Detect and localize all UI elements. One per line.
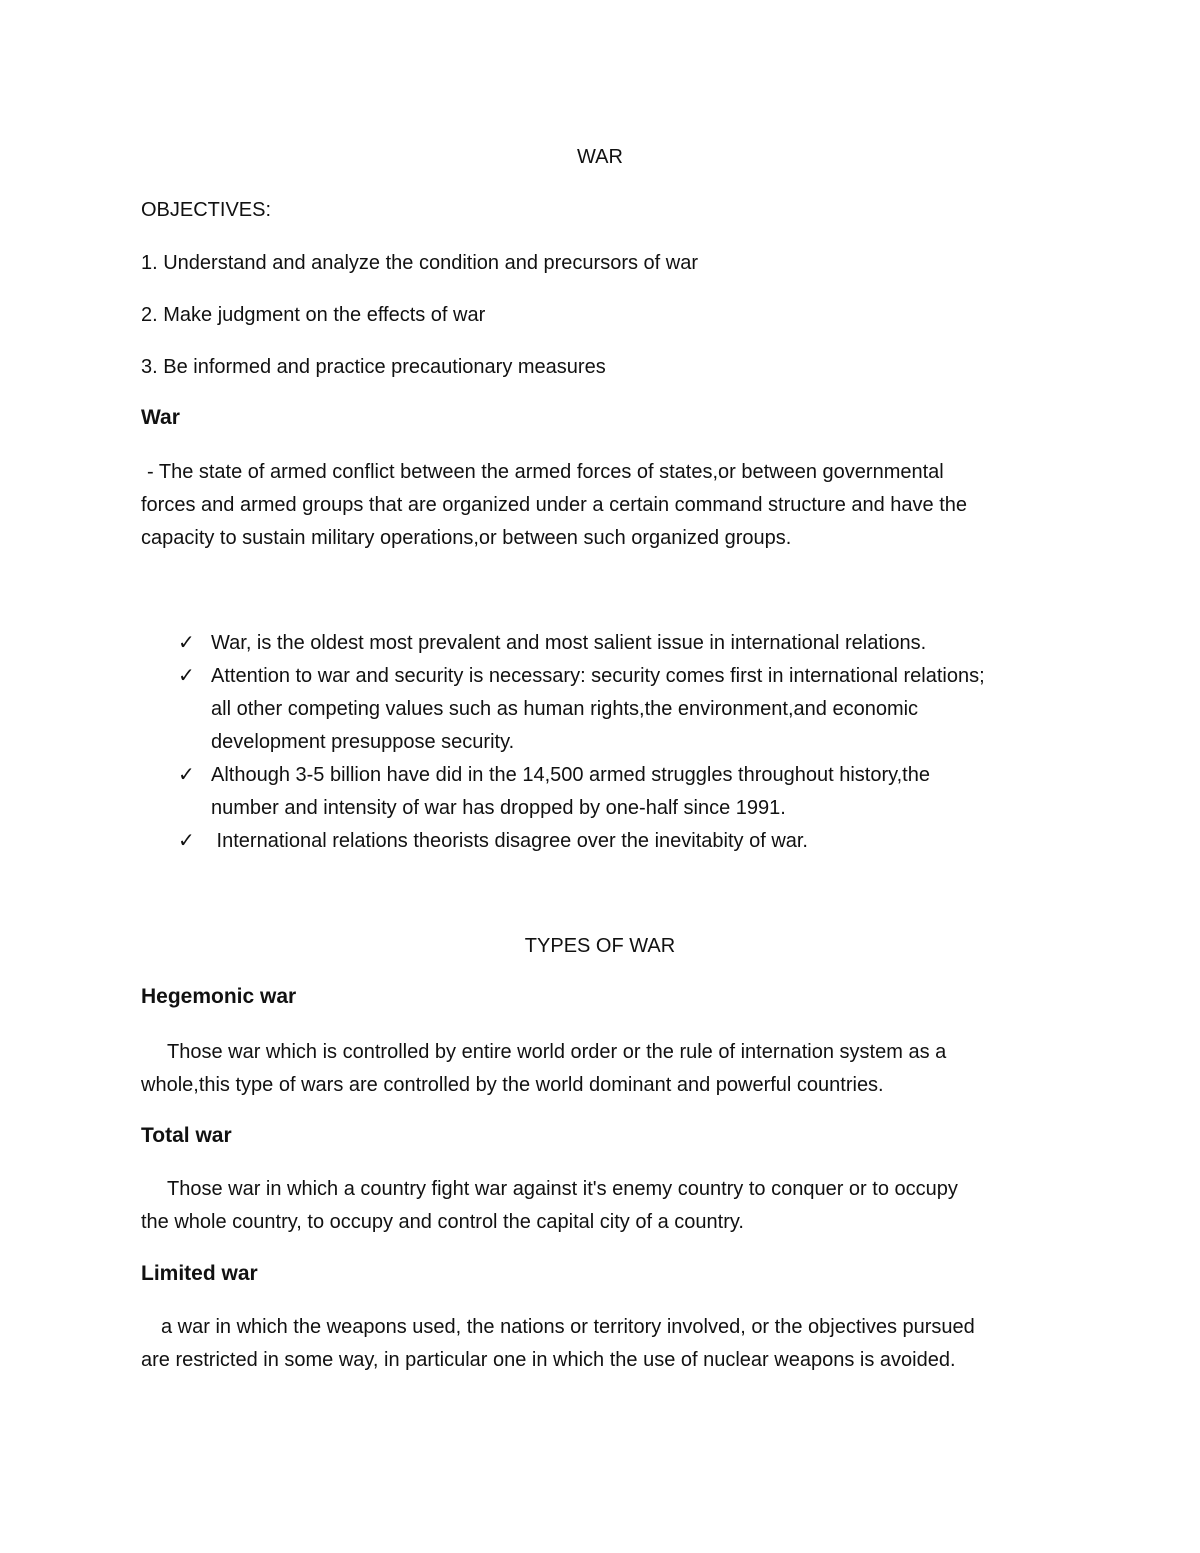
section-heading-war: War	[141, 406, 180, 429]
bullet-item-line: Attention to war and security is necessary: security comes first in international relations;	[211, 665, 985, 687]
types-heading: TYPES OF WAR	[524, 935, 676, 957]
objectives-label: OBJECTIVES:	[141, 199, 272, 221]
bullet-item-line: Although 3-5 billion have did in the 14,500 armed struggles throughout history,the	[211, 764, 930, 786]
paragraph-line: a war in which the weapons used, the nations or territory involved, or the objectives pursued	[161, 1316, 975, 1338]
paragraph-line: Those war which is controlled by entire world order or the rule of internation system as a	[167, 1041, 947, 1063]
paragraph-line: the whole country, to occupy and control the capital city of a country.	[141, 1211, 744, 1233]
check-icon: ✓	[178, 764, 195, 786]
bullet-item-line: International relations theorists disagree over the inevitabity of war.	[211, 830, 808, 852]
war-definition-line: forces and armed groups that are organized under a certain command structure and have the	[141, 494, 968, 516]
objective-item: 3. Be informed and practice precautionary measures	[141, 356, 606, 378]
paragraph-line: whole,this type of wars are controlled by the world dominant and powerful countries.	[141, 1074, 884, 1096]
paragraph-line: are restricted in some way, in particular one in which the use of nuclear weapons is avoided.	[141, 1349, 956, 1371]
paragraph-line: Those war in which a country fight war against it's enemy country to conquer or to occupy	[167, 1178, 958, 1200]
section-heading-total-war: Total war	[141, 1124, 232, 1147]
section-heading-hegemonic-war: Hegemonic war	[141, 985, 297, 1008]
bullet-item-line: development presuppose security.	[211, 731, 515, 753]
bullet-item-line: War, is the oldest most prevalent and most salient issue in international relations.	[211, 632, 927, 654]
war-definition-line: - The state of armed conflict between the armed forces of states,or between governmental	[147, 461, 944, 483]
bullet-item-line: all other competing values such as human rights,the environment,and economic	[211, 698, 919, 720]
objective-item: 1. Understand and analyze the condition and precursors of war	[141, 252, 699, 274]
bullet-item-line: number and intensity of war has dropped by one-half since 1991.	[211, 797, 786, 819]
objective-item: 2. Make judgment on the effects of war	[141, 304, 486, 326]
check-icon: ✓	[178, 632, 195, 654]
check-icon: ✓	[178, 665, 195, 687]
section-heading-limited-war: Limited war	[141, 1262, 258, 1285]
document-title: WAR	[577, 146, 623, 168]
war-definition-line: capacity to sustain military operations,or between such organized groups.	[141, 527, 792, 549]
check-icon: ✓	[178, 830, 195, 852]
